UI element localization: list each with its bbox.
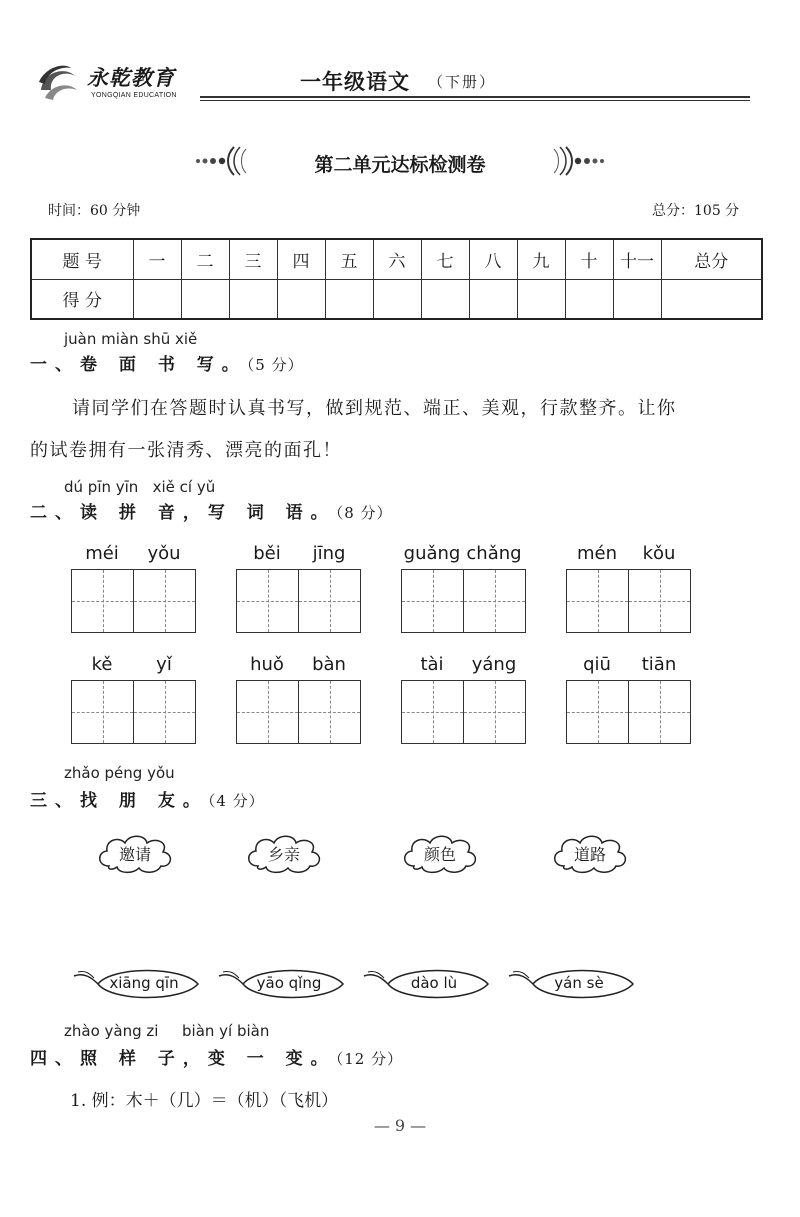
section2-pinyin: dú pīn yīn xiě cí yǔ: [64, 478, 216, 496]
section2-score: （8 分）: [335, 504, 393, 522]
cloud-word-card[interactable]: [244, 832, 324, 876]
leaf-pinyin: yán sè: [554, 974, 604, 992]
cloud-word: 邀请: [118, 845, 151, 864]
writing-box[interactable]: [628, 681, 690, 743]
section4-example: 1. 例：木＋（几）＝（机）（飞机）: [70, 1091, 339, 1111]
table-header-cell: 三: [229, 239, 277, 279]
pinyin-syllable: méi: [85, 543, 119, 564]
table-header-cell: 六: [373, 239, 421, 279]
pinyin-syllable: chǎng: [466, 543, 522, 564]
logo-chinese-name: 永乾教育: [87, 65, 175, 90]
leaf-pinyin: yāo qǐng: [256, 974, 322, 992]
cloud-word: 乡亲: [267, 845, 300, 864]
score-cell[interactable]: [277, 279, 325, 319]
table-header-cell: 总分: [661, 239, 762, 279]
leaf-pinyin-card[interactable]: [362, 964, 492, 1004]
score-cell[interactable]: [565, 279, 613, 319]
section1-pinyin: juàn miàn shū xiě: [64, 330, 198, 348]
swirl-logo-icon: [35, 60, 83, 108]
section4-score: （12 分）: [335, 1050, 404, 1068]
table-row: [31, 239, 762, 279]
table-header-cell: 题 号: [31, 239, 133, 279]
pinyin-syllable: guǎng: [403, 543, 461, 564]
pinyin-syllable: bàn: [312, 654, 346, 675]
pinyin-syllable: yǐ: [156, 654, 172, 675]
section4-pinyin-1: zhào yàng zi: [64, 1022, 159, 1040]
pinyin-syllable: qiū: [583, 654, 611, 675]
writing-box[interactable]: [298, 681, 360, 743]
header-rule-thin: [200, 100, 750, 101]
leaf-pinyin: dào lù: [410, 974, 458, 992]
pinyin-syllable: yǒu: [147, 543, 181, 564]
writing-box[interactable]: [237, 570, 298, 632]
test-title: 第二单元达标检测卷: [314, 154, 486, 176]
writing-box[interactable]: [567, 570, 628, 632]
writing-box[interactable]: [402, 570, 463, 632]
pinyin-syllable: mén: [576, 543, 618, 564]
score-cell[interactable]: [181, 279, 229, 319]
score-cell[interactable]: [517, 279, 565, 319]
section1-heading: [30, 350, 304, 375]
cloud-word-card[interactable]: [550, 832, 630, 876]
section4-title: 四、照 样 子，变 一 变。: [30, 1049, 336, 1069]
section3-pinyin: zhǎo péng yǒu: [64, 764, 175, 782]
section2-heading: [30, 498, 393, 523]
section1-title: 一、卷 面 书 写。: [30, 355, 247, 375]
score-row-label: 得 分: [31, 279, 133, 319]
leaf-pinyin: xiāng qīn: [109, 974, 179, 992]
section1-text-line1: 请同学们在答题时认真书写，做到规范、端正、美观，行款整齐。让你: [72, 398, 677, 419]
page-number: — 9 —: [373, 1116, 427, 1135]
table-header-cell: 五: [325, 239, 373, 279]
writing-box[interactable]: [628, 570, 690, 632]
writing-box[interactable]: [72, 681, 133, 743]
writing-box[interactable]: [237, 681, 298, 743]
score-cell[interactable]: [229, 279, 277, 319]
writing-box[interactable]: [402, 681, 463, 743]
section1-score: （5 分）: [246, 356, 304, 374]
table-header-cell: 四: [277, 239, 325, 279]
writing-box[interactable]: [463, 681, 525, 743]
writing-box[interactable]: [133, 681, 195, 743]
table-header-cell: 十: [565, 239, 613, 279]
pinyin-syllable: jīng: [312, 543, 346, 564]
table-header-cell: 七: [421, 239, 469, 279]
section3-score: （4 分）: [207, 792, 265, 810]
score-cell[interactable]: [469, 279, 517, 319]
pinyin-syllable: tiān: [641, 654, 677, 675]
section1-text-line2: 的试卷拥有一张清秀、漂亮的面孔！: [30, 440, 342, 461]
table-row: [31, 279, 762, 319]
pinyin-syllable: huǒ: [250, 654, 284, 675]
leaf-pinyin-card[interactable]: [507, 964, 637, 1004]
pinyin-syllable: yáng: [471, 654, 517, 675]
pinyin-syllable: běi: [253, 543, 281, 564]
score-cell[interactable]: [613, 279, 661, 319]
book-volume: （下册）: [428, 73, 497, 91]
section3-title: 三、找 朋 友。: [30, 791, 208, 811]
pinyin-syllable: tài: [420, 654, 444, 675]
total-score: 总分：105 分: [652, 203, 740, 219]
score-cell[interactable]: [373, 279, 421, 319]
writing-box[interactable]: [567, 681, 628, 743]
section2-title: 二、读 拼 音，写 词 语。: [30, 503, 336, 523]
writing-box[interactable]: [298, 570, 360, 632]
logo-english-name: YONGQIAN EDUCATION: [91, 92, 177, 99]
cloud-word-card[interactable]: [95, 832, 175, 876]
cloud-word-card[interactable]: [400, 832, 480, 876]
table-header-cell: 十一: [613, 239, 661, 279]
score-cell[interactable]: [661, 279, 762, 319]
section3-heading: [30, 786, 265, 811]
pinyin-syllable: kǒu: [642, 543, 676, 564]
table-header-cell: 九: [517, 239, 565, 279]
leaf-pinyin-card[interactable]: [72, 964, 202, 1004]
header-rule: [200, 96, 750, 98]
section4-heading: [30, 1044, 403, 1069]
section4-pinyin-2: biàn yí biàn: [182, 1022, 270, 1040]
writing-box[interactable]: [72, 570, 133, 632]
cloud-word: 道路: [573, 845, 606, 864]
score-cell[interactable]: [325, 279, 373, 319]
table-header-cell: 八: [469, 239, 517, 279]
leaf-pinyin-card[interactable]: [217, 964, 347, 1004]
writing-box[interactable]: [463, 570, 525, 632]
score-table: [30, 238, 763, 320]
right-ornament-icon: [540, 143, 610, 179]
table-header-cell: 一: [133, 239, 181, 279]
writing-box[interactable]: [133, 570, 195, 632]
pinyin-syllable: kě: [91, 654, 113, 675]
time-limit: 时间：60 分钟: [48, 203, 141, 219]
score-cell[interactable]: [421, 279, 469, 319]
score-cell[interactable]: [133, 279, 181, 319]
cloud-word: 颜色: [423, 845, 456, 864]
table-header-cell: 二: [181, 239, 229, 279]
publisher-logo: [35, 60, 195, 110]
book-title: 一年级语文: [300, 70, 410, 94]
